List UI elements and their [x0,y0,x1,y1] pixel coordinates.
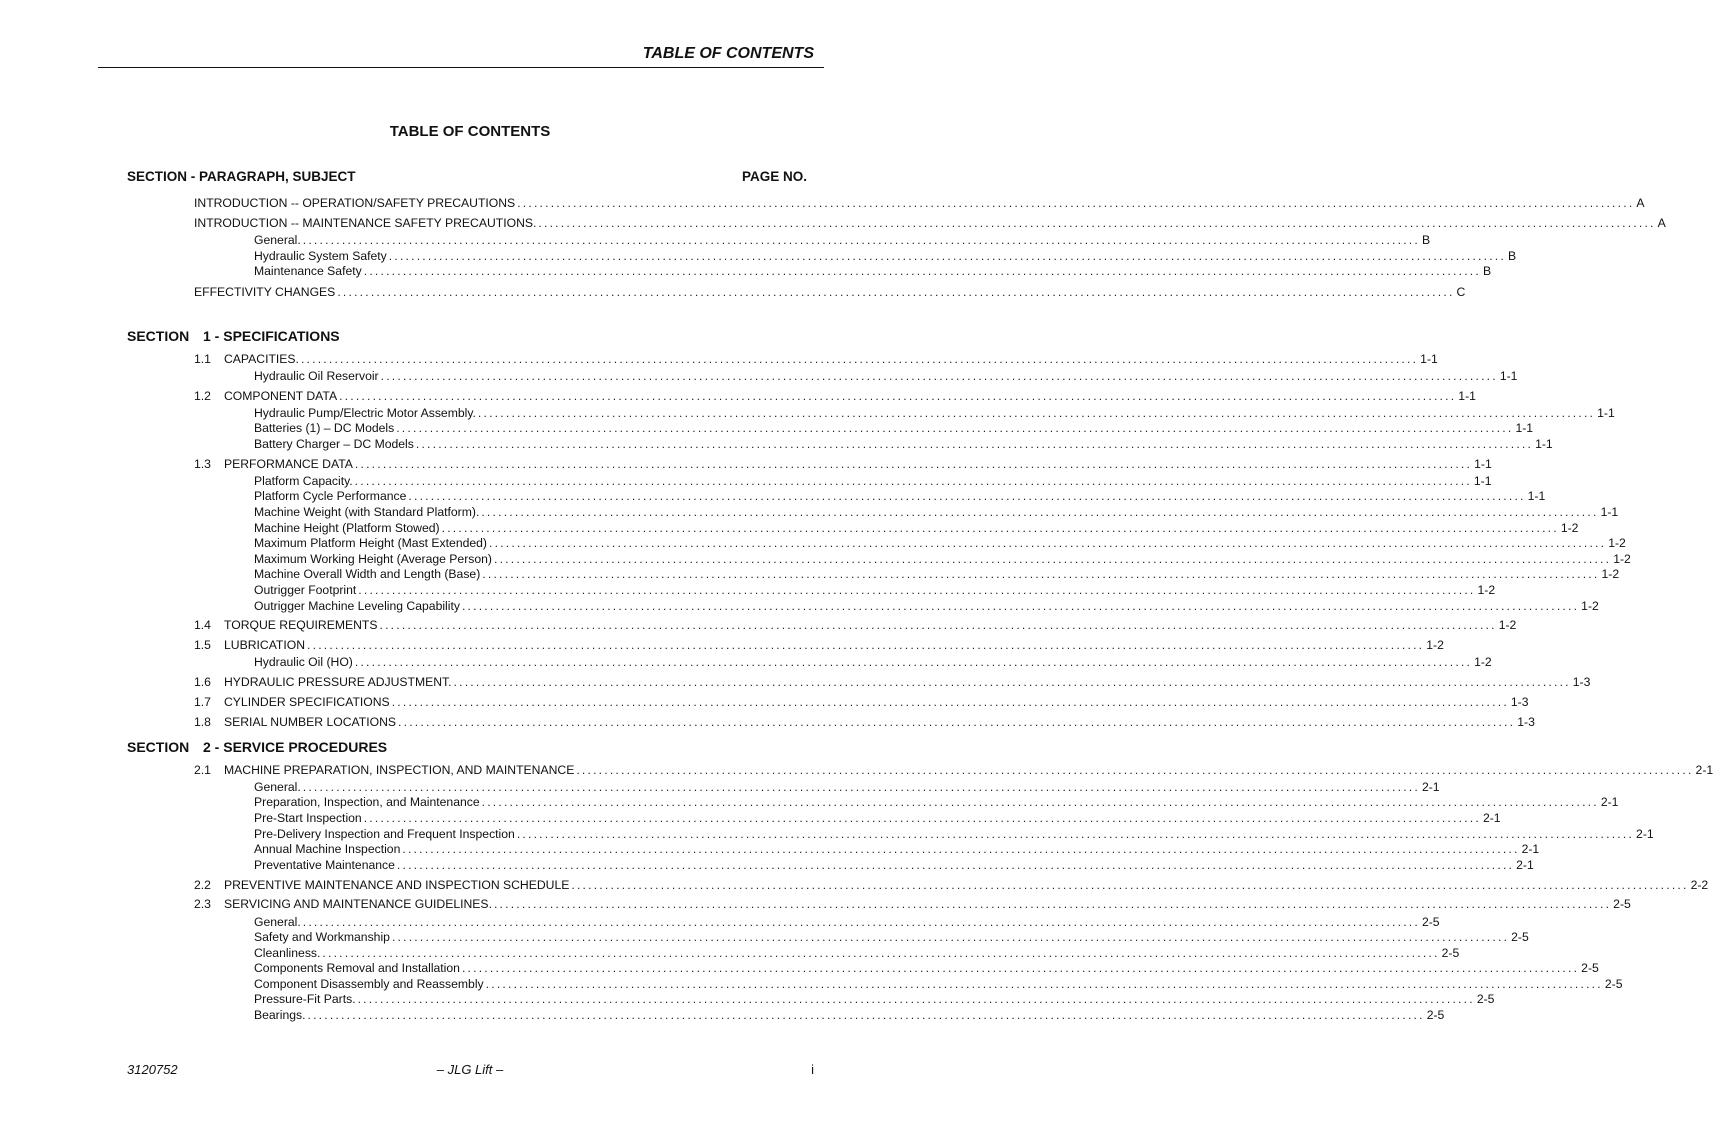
entry-text: CAPACITIES. [224,352,299,366]
leader-dots: ........................................................................................................................................................................................................ [354,474,1472,488]
entry-text: Preventative Maintenance [254,858,395,872]
entry-text: Cleanliness. [254,946,321,960]
section-word: SECTION [127,328,190,344]
entry-page: 2-1 [1695,763,1713,777]
entry-text: Bearings. [254,1008,306,1022]
leader-dots: ........................................................................................................................................................................................................ [481,795,1599,809]
doc-number: 3120752 [127,1062,178,1077]
leader-dots: ........................................................................................................................................................................................................ [396,858,1515,872]
entry-text: TORQUE REQUIREMENTS [224,618,378,632]
entry-number: 1.1 [194,352,211,366]
leader-dots: ........................................................................................................................................................................................................ [485,977,1603,991]
entry-number: 2.1 [194,763,211,777]
entry-page: 1-3 [1572,675,1591,689]
toc-entry[interactable] [254,421,1534,435]
entry-page: 1-1 [1499,369,1518,383]
entry-text: Platform Capacity. [254,474,353,488]
entry-text: EFFECTIVITY CHANGES [194,285,336,299]
entry-number: 2.2 [194,878,211,892]
section-heading [127,739,387,755]
entry-text: Batteries (1) – DC Models [254,421,395,435]
entry-page: 2-1 [1600,795,1619,809]
leader-dots: ........................................................................................................................................................................................................ [516,827,1635,841]
leader-dots: ........................................................................................................................................................................................................ [339,389,1457,403]
entry-text: Machine Weight (with Standard Platform). [254,505,480,519]
entry-number: 1.6 [194,675,211,689]
toc-entry[interactable] [254,552,1631,566]
leader-dots: ........................................................................................................................................................................................................ [391,930,1510,944]
entry-page: A [1636,196,1645,210]
entry-page: 1-2 [1426,638,1444,652]
toc-entry[interactable] [194,285,1466,299]
entry-text: SERIAL NUMBER LOCATIONS [224,715,397,729]
leader-dots: ........................................................................................................................................................................................................ [302,915,1420,929]
entry-text: Battery Charger – DC Models [254,437,414,451]
section-word: SECTION [127,739,190,755]
column-head-left: SECTION - PARAGRAPH, SUBJECT [127,169,356,184]
leader-dots: ........................................................................................................................................................................................................ [396,421,1514,435]
entry-text: Machine Overall Width and Length (Base) [254,567,481,581]
entry-page: 2-1 [1636,827,1654,841]
entry-page: B [1507,249,1517,263]
entry-page: 2-5 [1604,977,1623,991]
leader-dots: ........................................................................................................................................................................................................ [517,196,1635,210]
entry-text: PREVENTIVE MAINTENANCE AND INSPECTION SCHEDULE [224,878,570,892]
entry-page: 1-1 [1527,489,1546,503]
leader-dots: ........................................................................................................................................................................................................ [408,489,1526,503]
leader-dots: ........................................................................................................................................................................................................ [477,406,1596,420]
entry-page: 1-1 [1597,406,1615,420]
leader-dots: ........................................................................................................................................................................................................ [337,285,1455,299]
leader-dots: ........................................................................................................................................................................................................ [302,233,1420,247]
entry-page: B [1421,233,1431,247]
entry-page: 1-2 [1474,655,1492,669]
leader-dots: ........................................................................................................................................................................................................ [388,249,1506,263]
toc-entry[interactable] [254,505,1619,519]
entry-page: 1-1 [1473,474,1492,488]
entry-page: 2-5 [1476,992,1495,1006]
leader-dots: ........................................................................................................................................................................................................ [493,552,1612,566]
page-title: TABLE OF CONTENTS [389,123,551,140]
leader-dots: ........................................................................................................................................................................................................ [363,264,1481,278]
entry-number: 1.5 [194,638,211,652]
toc-entry[interactable] [254,827,1654,841]
entry-text: PERFORMANCE DATA [224,457,353,471]
entry-text: Hydraulic Oil Reservoir [254,369,379,383]
entry-page: C [1456,285,1466,299]
entry-page: 1-1 [1515,421,1534,435]
toc-entry[interactable] [254,521,1579,535]
entry-text: Pre-Start Inspection [254,811,362,825]
entry-page: 2-1 [1516,858,1534,872]
entry-number: 1.3 [194,457,211,471]
toc-entry[interactable] [254,437,1553,451]
toc-entry[interactable] [254,489,1546,503]
entry-text: General. [254,233,301,247]
leader-dots: ........................................................................................................................................................................................................ [379,618,1497,632]
header-title: TABLE OF CONTENTS [642,45,814,62]
entry-page: 2-5 [1441,946,1460,960]
toc-entry[interactable] [254,369,1518,383]
toc-entry[interactable] [254,406,1615,420]
entry-text: Component Disassembly and Reassembly [254,977,484,991]
entry-text: Maintenance Safety [254,264,362,278]
entry-page: 2-1 [1521,842,1540,856]
leader-dots: ........................................................................................................................................................................................................ [461,961,1580,975]
leader-dots: ........................................................................................................................................................................................................ [461,599,1580,613]
toc-entry[interactable] [254,780,1440,794]
entry-page: 1-2 [1498,618,1517,632]
entry-page: 1-1 [1458,389,1476,403]
leader-dots: ........................................................................................................................................................................................................ [453,675,1571,689]
toc-entry[interactable] [254,946,1460,960]
leader-dots: ........................................................................................................................................................................................................ [571,878,1689,892]
entry-number: 1.8 [194,715,211,729]
toc-entry[interactable] [254,583,1496,597]
entry-page: 1-2 [1581,599,1599,613]
toc-entry[interactable] [254,474,1492,488]
entry-text: Hydraulic Pump/Electric Motor Assembly. [254,406,476,420]
toc-entry[interactable] [254,1008,1445,1022]
toc-entry[interactable] [254,992,1495,1006]
entry-text: INTRODUCTION -- OPERATION/SAFETY PRECAUTIONS [194,196,516,210]
leader-dots: ........................................................................................................................................................................................................ [322,946,1440,960]
entry-page: 1-1 [1474,457,1492,471]
toc-entry[interactable] [254,858,1534,872]
entry-text: LUBRICATION [224,638,306,652]
leader-dots: ........................................................................................................................................................................................................ [354,457,1473,471]
entry-number: 1.2 [194,389,211,403]
toc-entry[interactable] [194,695,1529,709]
leader-dots: ........................................................................................................................................................................................................ [441,521,1559,535]
leader-dots: ........................................................................................................................................................................................................ [380,369,1498,383]
entry-page: 1-3 [1510,695,1529,709]
entry-page: 2-5 [1511,930,1529,944]
leader-dots: ........................................................................................................................................................................................................ [391,695,1509,709]
entry-number: 2.3 [194,897,211,911]
toc-entry[interactable] [194,457,1492,471]
toc-entry[interactable] [254,795,1619,809]
entry-page: 1-2 [1560,521,1579,535]
leader-dots: ........................................................................................................................................................................................................ [576,763,1694,777]
entry-text: Outrigger Footprint [254,583,357,597]
column-head-right: PAGE NO. [741,169,807,184]
toc-entry[interactable] [194,675,1591,689]
toc-entry[interactable] [254,536,1626,550]
entry-page: B [1482,264,1492,278]
leader-dots: ........................................................................................................................................................................................................ [363,811,1481,825]
leader-dots: ........................................................................................................................................................................................................ [302,780,1420,794]
toc-entry[interactable] [194,618,1517,632]
entry-page: 1-1 [1420,352,1438,366]
entry-text: INTRODUCTION -- MAINTENANCE SAFETY PRECAUTIONS. [194,216,537,230]
leader-dots: ........................................................................................................................................................................................................ [354,655,1473,669]
section-title: 1 - SPECIFICATIONS [203,328,340,344]
toc-entry[interactable] [254,567,1620,581]
entry-text: Hydraulic Oil (HO) [254,655,353,669]
entry-text: Maximum Working Height (Average Person) [254,552,492,566]
entry-page: 1-3 [1517,715,1535,729]
toc-entry[interactable] [254,961,1599,975]
toc-entry[interactable] [254,655,1492,669]
entry-page: 2-2 [1690,878,1709,892]
toc-entry[interactable] [254,915,1440,929]
header-rule [98,67,824,68]
entry-text: Machine Height (Platform Stowed) [254,521,440,535]
section-title: 2 - SERVICE PROCEDURES [203,739,388,755]
entry-page: 2-1 [1421,780,1440,794]
entry-text: Pressure-Fit Parts. [254,992,356,1006]
leader-dots: ........................................................................................................................................................................................................ [357,992,1475,1006]
entry-text: Platform Cycle Performance [254,489,407,503]
leader-dots: ........................................................................................................................................................................................................ [307,1008,1425,1022]
footer-brand: – JLG Lift – [436,1062,504,1077]
leader-dots: ........................................................................................................................................................................................................ [307,638,1425,652]
leader-dots: ........................................................................................................................................................................................................ [481,505,1599,519]
leader-dots: ........................................................................................................................................................................................................ [398,715,1516,729]
entry-page: 1-1 [1535,437,1553,451]
toc-entry[interactable] [194,715,1535,729]
leader-dots: ........................................................................................................................................................................................................ [493,897,1612,911]
leader-dots: ........................................................................................................................................................................................................ [489,536,1607,550]
entry-text: General. [254,915,301,929]
toc-entry[interactable] [194,638,1444,652]
toc-entry[interactable] [254,599,1599,613]
entry-page: A [1657,216,1666,230]
toc-entry[interactable] [254,264,1492,278]
entry-text: Hydraulic System Safety [254,249,387,263]
entry-text: Outrigger Machine Leveling Capability [254,599,460,613]
entry-page: 1-2 [1601,567,1620,581]
entry-text: General. [254,780,301,794]
entry-text: MACHINE PREPARATION, INSPECTION, AND MAINTENANCE [224,763,575,777]
entry-page: 1-2 [1613,552,1631,566]
toc-entry[interactable] [254,249,1517,263]
entry-text: Components Removal and Installation [254,961,460,975]
toc-entry[interactable] [194,763,1713,777]
toc-entry[interactable] [254,930,1529,944]
toc-entry[interactable] [254,233,1431,247]
entry-text: COMPONENT DATA [224,389,338,403]
entry-text: SERVICING AND MAINTENANCE GUIDELINES. [224,897,492,911]
entry-page: 2-5 [1426,1008,1445,1022]
entry-text: HYDRAULIC PRESSURE ADJUSTMENT. [224,675,452,689]
entry-page: 2-1 [1482,811,1501,825]
toc-entry[interactable] [194,389,1476,403]
entry-text: CYLINDER SPECIFICATIONS [224,695,390,709]
toc-entry[interactable] [194,897,1631,911]
toc-entry[interactable] [254,811,1501,825]
leader-dots: ........................................................................................................................................................................................................ [300,352,1419,366]
leader-dots: ........................................................................................................................................................................................................ [415,437,1534,451]
toc-entry[interactable] [254,842,1540,856]
entry-text: Pre-Delivery Inspection and Frequent Inspection [254,827,515,841]
entry-text: Safety and Workmanship [254,930,390,944]
section-heading [127,328,340,344]
toc-entry[interactable] [194,878,1709,892]
leader-dots: ........................................................................................................................................................................................................ [402,842,1520,856]
entry-page: 1-1 [1600,505,1619,519]
toc-entry[interactable] [194,352,1438,366]
leader-dots: ........................................................................................................................................................................................................ [482,567,1600,581]
entry-text: Preparation, Inspection, and Maintenance [254,795,480,809]
toc-entry[interactable] [254,977,1623,991]
entry-page: 1-2 [1477,583,1496,597]
entry-page: 2-5 [1581,961,1599,975]
entry-text: Maximum Platform Height (Mast Extended) [254,536,487,550]
entry-page: 1-2 [1608,536,1626,550]
leader-dots: ........................................................................................................................................................................................................ [358,583,1476,597]
toc-entry[interactable] [194,216,1666,230]
entry-text: Annual Machine Inspection [254,842,401,856]
leader-dots: ........................................................................................................................................................................................................ [538,216,1656,230]
entry-number: 1.4 [194,618,211,632]
entry-page: 2-5 [1421,915,1440,929]
toc-entry[interactable] [194,196,1645,210]
entry-number: 1.7 [194,695,211,709]
page-number: i [811,1062,814,1077]
entry-page: 2-5 [1613,897,1631,911]
